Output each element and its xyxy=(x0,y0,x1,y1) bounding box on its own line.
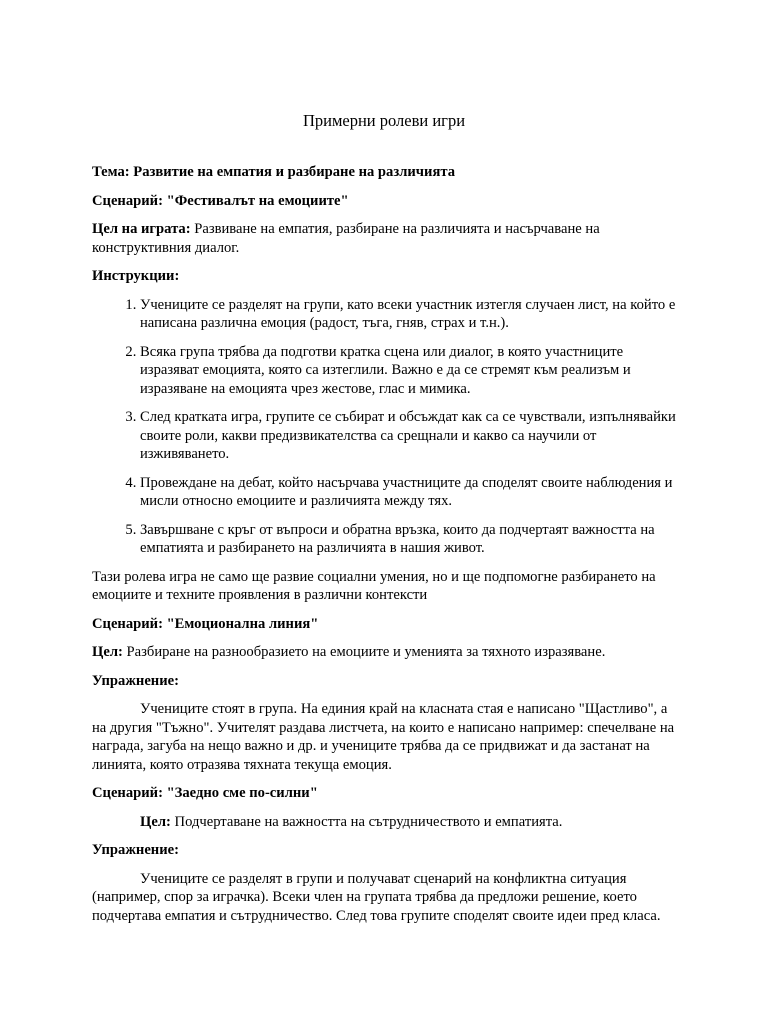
goal3-paragraph xyxy=(92,813,676,832)
scenario1-text: "Фестивалът на емоциите" xyxy=(162,192,349,209)
goal1-text: Развиване на емпатия, разбиране на различията и насърчаване на конструктивния диалог. xyxy=(92,221,600,256)
scenario3-heading xyxy=(92,784,676,803)
instruction-item: 3. След кратката игра, групите се събират и обсъждат как са се чувствали, изпълнявайки своите роли, какви предизвикателства са срещнали и какво са научили от изживяването. xyxy=(140,408,676,464)
exercise3-label: Упражнение: xyxy=(92,842,179,858)
theme-paragraph xyxy=(92,163,676,182)
summary-paragraph: Тази ролева игра не само ще развие социални умения, но и ще подпомогне разбирането на емоциите и техните проявления в различни контексти xyxy=(92,568,656,603)
document-title: Примерни ролеви игри xyxy=(302,111,466,130)
theme-text: Развитие на емпатия и разбиране на различията xyxy=(129,164,455,180)
instructions-list xyxy=(92,296,676,558)
goal3-text: Подчертаване на важността на сътрудничеството и емпатията. xyxy=(170,813,563,830)
exercise2-label: Упражнение: xyxy=(92,672,179,689)
instruction-item: 4. Провеждане на дебат, който насърчава участниците да споделят своите наблюдения и мисли относно емоциите и различията между тях. xyxy=(140,474,676,511)
goal3-label: Цел: xyxy=(140,813,171,830)
exercise2-heading xyxy=(92,672,676,691)
theme-label: Тема: xyxy=(92,164,130,180)
exercise3-paragraph: Учениците се разделят в групи и получават сценарий на конфликтна ситуация (например, спор за играчка). Всеки член на групата трябва да предложи решение, което подчертава емпатия и сътрудничество. След това групите споделят своите идеи пред класа. xyxy=(92,870,661,924)
instruction-item: 1. Учениците се разделят на групи, като всеки участник изтегля случаен лист, на който е написана различна емоция (радост, тъга, гняв, страх и т.н.). xyxy=(140,296,676,333)
scenario2-heading xyxy=(92,615,676,634)
goal2-label: Цел: xyxy=(92,644,123,660)
scenario3-label: Сценарий: "Заедно сме по-силни" xyxy=(92,785,318,801)
goal1-label: Цел на играта: xyxy=(92,221,191,237)
instruction-item: 5. Завършване с кръг от въпроси и обратна връзка, които да подчертаят важността на емпатията и разбирането на различията в нашия живот. xyxy=(140,521,676,558)
goal1-paragraph xyxy=(92,220,676,257)
goal2-paragraph xyxy=(92,643,676,662)
scenario1-paragraph xyxy=(92,192,676,211)
instructions-label: Инструкции: xyxy=(92,268,180,284)
exercise3-heading xyxy=(92,841,676,860)
exercise2-paragraph: Учениците стоят в група. На единия край на класната стая е написано "Щастливо", а на другия "Тъжно". Учителят раздава листчета, на които е написано например: спечелване на награда, загуба на нещо важно и др. и учениците трябва да се придвижат и да застанат на линията, която отразява тяхната текуща емоция. xyxy=(92,701,675,773)
instruction-item: 2. Всяка група трябва да подготви кратка сцена или диалог, в която участниците изразяват емоцията, която са изтеглили. Важно е да се стремят към реализъм и изразяване на емоцията чрез жестове, глас и мимика. xyxy=(140,343,676,399)
scenario2-label: Сценарий: "Емоционална линия" xyxy=(92,615,319,632)
goal2-text: Разбиране на разнообразието на емоциите и уменията за тяхното изразяване. xyxy=(122,644,606,660)
instructions-heading xyxy=(92,267,676,286)
scenario1-label: Сценарий: xyxy=(92,192,163,209)
